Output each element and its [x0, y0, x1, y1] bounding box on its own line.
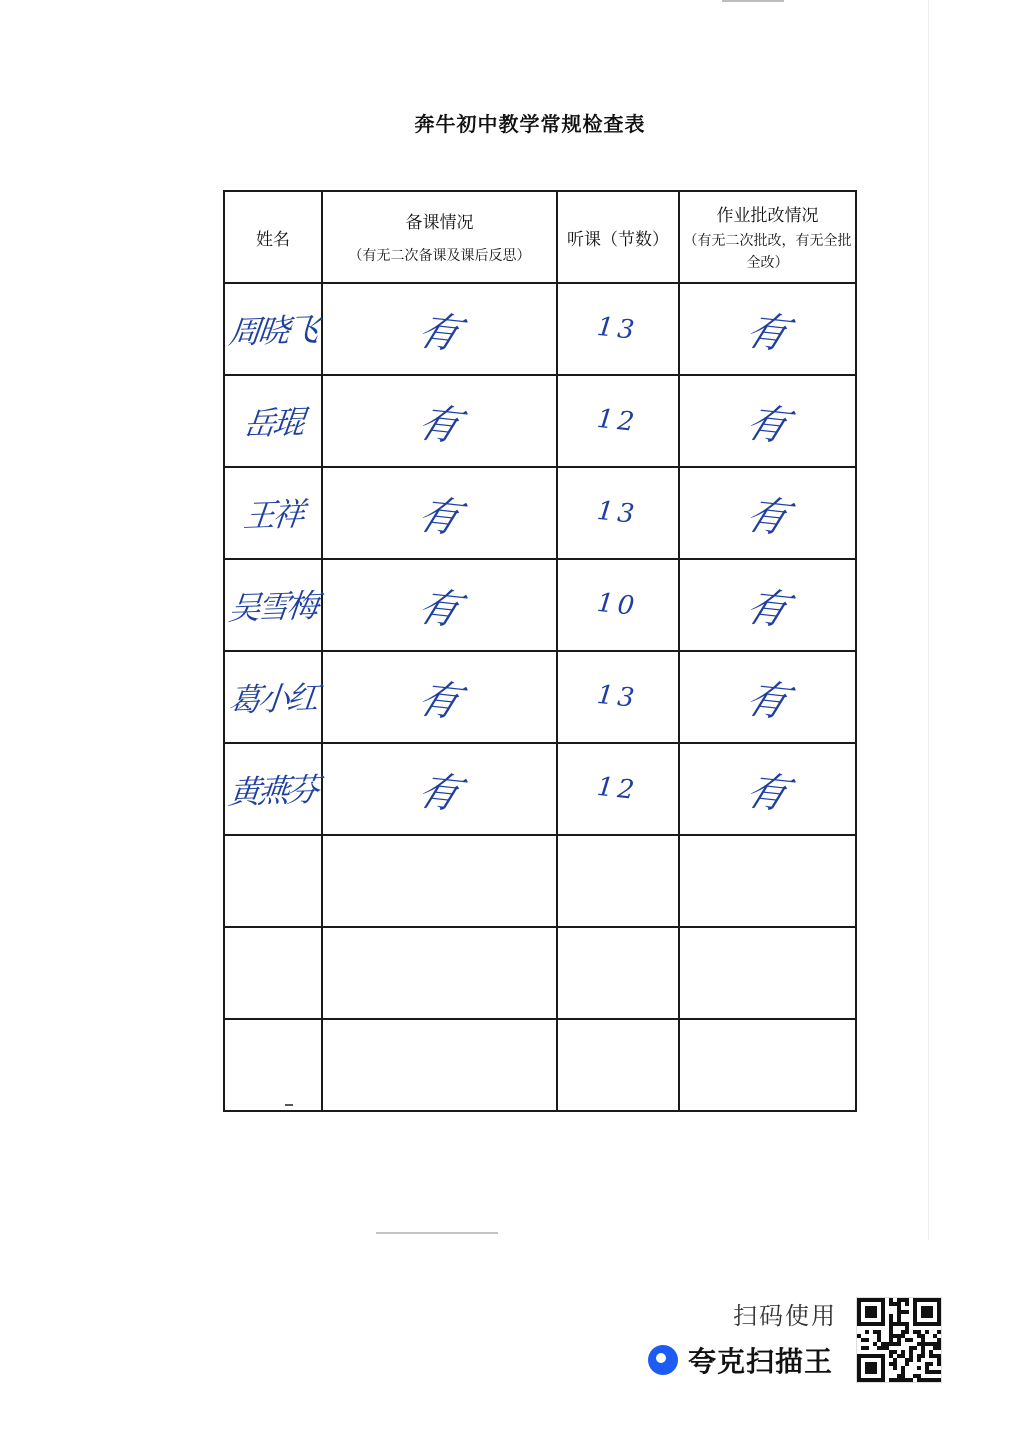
header-name-label: 姓名 — [256, 229, 290, 250]
lessons-cell — [557, 651, 679, 743]
handwritten-prep: 有 — [410, 767, 466, 818]
handwritten-prep: 有 — [410, 399, 466, 450]
table-row — [224, 375, 856, 467]
table-row — [224, 283, 856, 375]
table-row — [224, 651, 856, 743]
header-prep — [322, 191, 557, 283]
lessons-cell — [557, 375, 679, 467]
handwritten-prep: 有 — [410, 675, 466, 726]
handwritten-name: 葛小红 — [227, 678, 319, 720]
lessons-cell — [557, 743, 679, 835]
prep-cell — [322, 467, 557, 559]
handwritten-homework: 有 — [738, 583, 794, 634]
empty-cell — [224, 835, 322, 927]
prep-cell — [322, 651, 557, 743]
handwritten-lessons: 13 — [595, 679, 641, 715]
handwritten-name: 黄燕芬 — [227, 770, 319, 812]
lessons-cell — [557, 283, 679, 375]
handwritten-prep: 有 — [410, 491, 466, 542]
handwritten-lessons: 12 — [595, 403, 641, 439]
empty-cell — [322, 835, 557, 927]
handwritten-name: 吴雪梅 — [227, 586, 319, 628]
name-cell — [224, 651, 322, 743]
header-name — [224, 191, 322, 283]
empty-cell — [679, 835, 856, 927]
handwritten-name: 岳琨 — [241, 402, 304, 443]
handwritten-name: 王祥 — [241, 494, 304, 535]
header-listen — [557, 191, 679, 283]
prep-cell — [322, 283, 557, 375]
table-row — [224, 743, 856, 835]
qr-code-icon[interactable] — [856, 1297, 942, 1383]
header-homework-label: 作业批改情况 — [716, 205, 819, 226]
homework-cell — [679, 375, 856, 467]
top-edge-mark — [722, 0, 784, 2]
empty-cell — [322, 927, 557, 1019]
lessons-cell — [557, 467, 679, 559]
empty-cell — [679, 1019, 856, 1111]
handwritten-lessons: 12 — [595, 771, 641, 807]
table-header-row — [224, 191, 856, 283]
handwritten-homework: 有 — [738, 767, 794, 818]
handwritten-homework: 有 — [738, 399, 794, 450]
handwritten-name: 周晓飞 — [227, 310, 319, 352]
handwritten-prep: 有 — [410, 307, 466, 358]
handwritten-homework: 有 — [738, 491, 794, 542]
name-cell — [224, 559, 322, 651]
document-title: 奔牛初中教学常规检查表 — [414, 112, 646, 136]
quark-logo-icon — [648, 1345, 678, 1375]
name-cell — [224, 743, 322, 835]
header-listen-label: 听课（节数） — [567, 229, 669, 250]
homework-cell — [679, 559, 856, 651]
table-row — [224, 559, 856, 651]
header-prep-note: （有无二次备课及课后反思） — [348, 247, 531, 264]
handwritten-lessons: 13 — [595, 495, 641, 531]
empty-cell — [557, 1019, 679, 1111]
empty-row — [224, 835, 856, 927]
prep-cell — [322, 559, 557, 651]
name-cell — [224, 375, 322, 467]
handwritten-lessons: 10 — [595, 587, 641, 623]
empty-row — [224, 1019, 856, 1111]
empty-cell — [322, 1019, 557, 1111]
header-homework — [679, 191, 856, 283]
brand-name: 夸克扫描王 — [688, 1345, 834, 1378]
inspection-table — [223, 190, 857, 1112]
empty-cell — [557, 927, 679, 1019]
page-edge-shadow — [928, 0, 929, 1240]
empty-cell — [679, 927, 856, 1019]
name-cell — [224, 467, 322, 559]
prep-cell — [322, 743, 557, 835]
empty-row — [224, 927, 856, 1019]
homework-cell — [679, 743, 856, 835]
handwritten-homework: 有 — [738, 675, 794, 726]
handwritten-prep: 有 — [410, 583, 466, 634]
homework-cell — [679, 651, 856, 743]
prep-cell — [322, 375, 557, 467]
bottom-edge-mark — [376, 1232, 498, 1234]
scan-to-use-label: 扫码使用 — [733, 1302, 837, 1330]
table-row — [224, 467, 856, 559]
stray-mark — [285, 1104, 293, 1106]
handwritten-homework: 有 — [738, 307, 794, 358]
empty-cell — [557, 835, 679, 927]
header-homework-note: （有无二次批改，有无全批全改） — [683, 232, 852, 271]
homework-cell — [679, 467, 856, 559]
scanner-brand — [648, 1340, 833, 1380]
empty-cell — [224, 1019, 322, 1111]
name-cell — [224, 283, 322, 375]
header-prep-label: 备课情况 — [405, 212, 474, 233]
homework-cell — [679, 283, 856, 375]
empty-cell — [224, 927, 322, 1019]
handwritten-lessons: 13 — [595, 311, 641, 347]
lessons-cell — [557, 559, 679, 651]
